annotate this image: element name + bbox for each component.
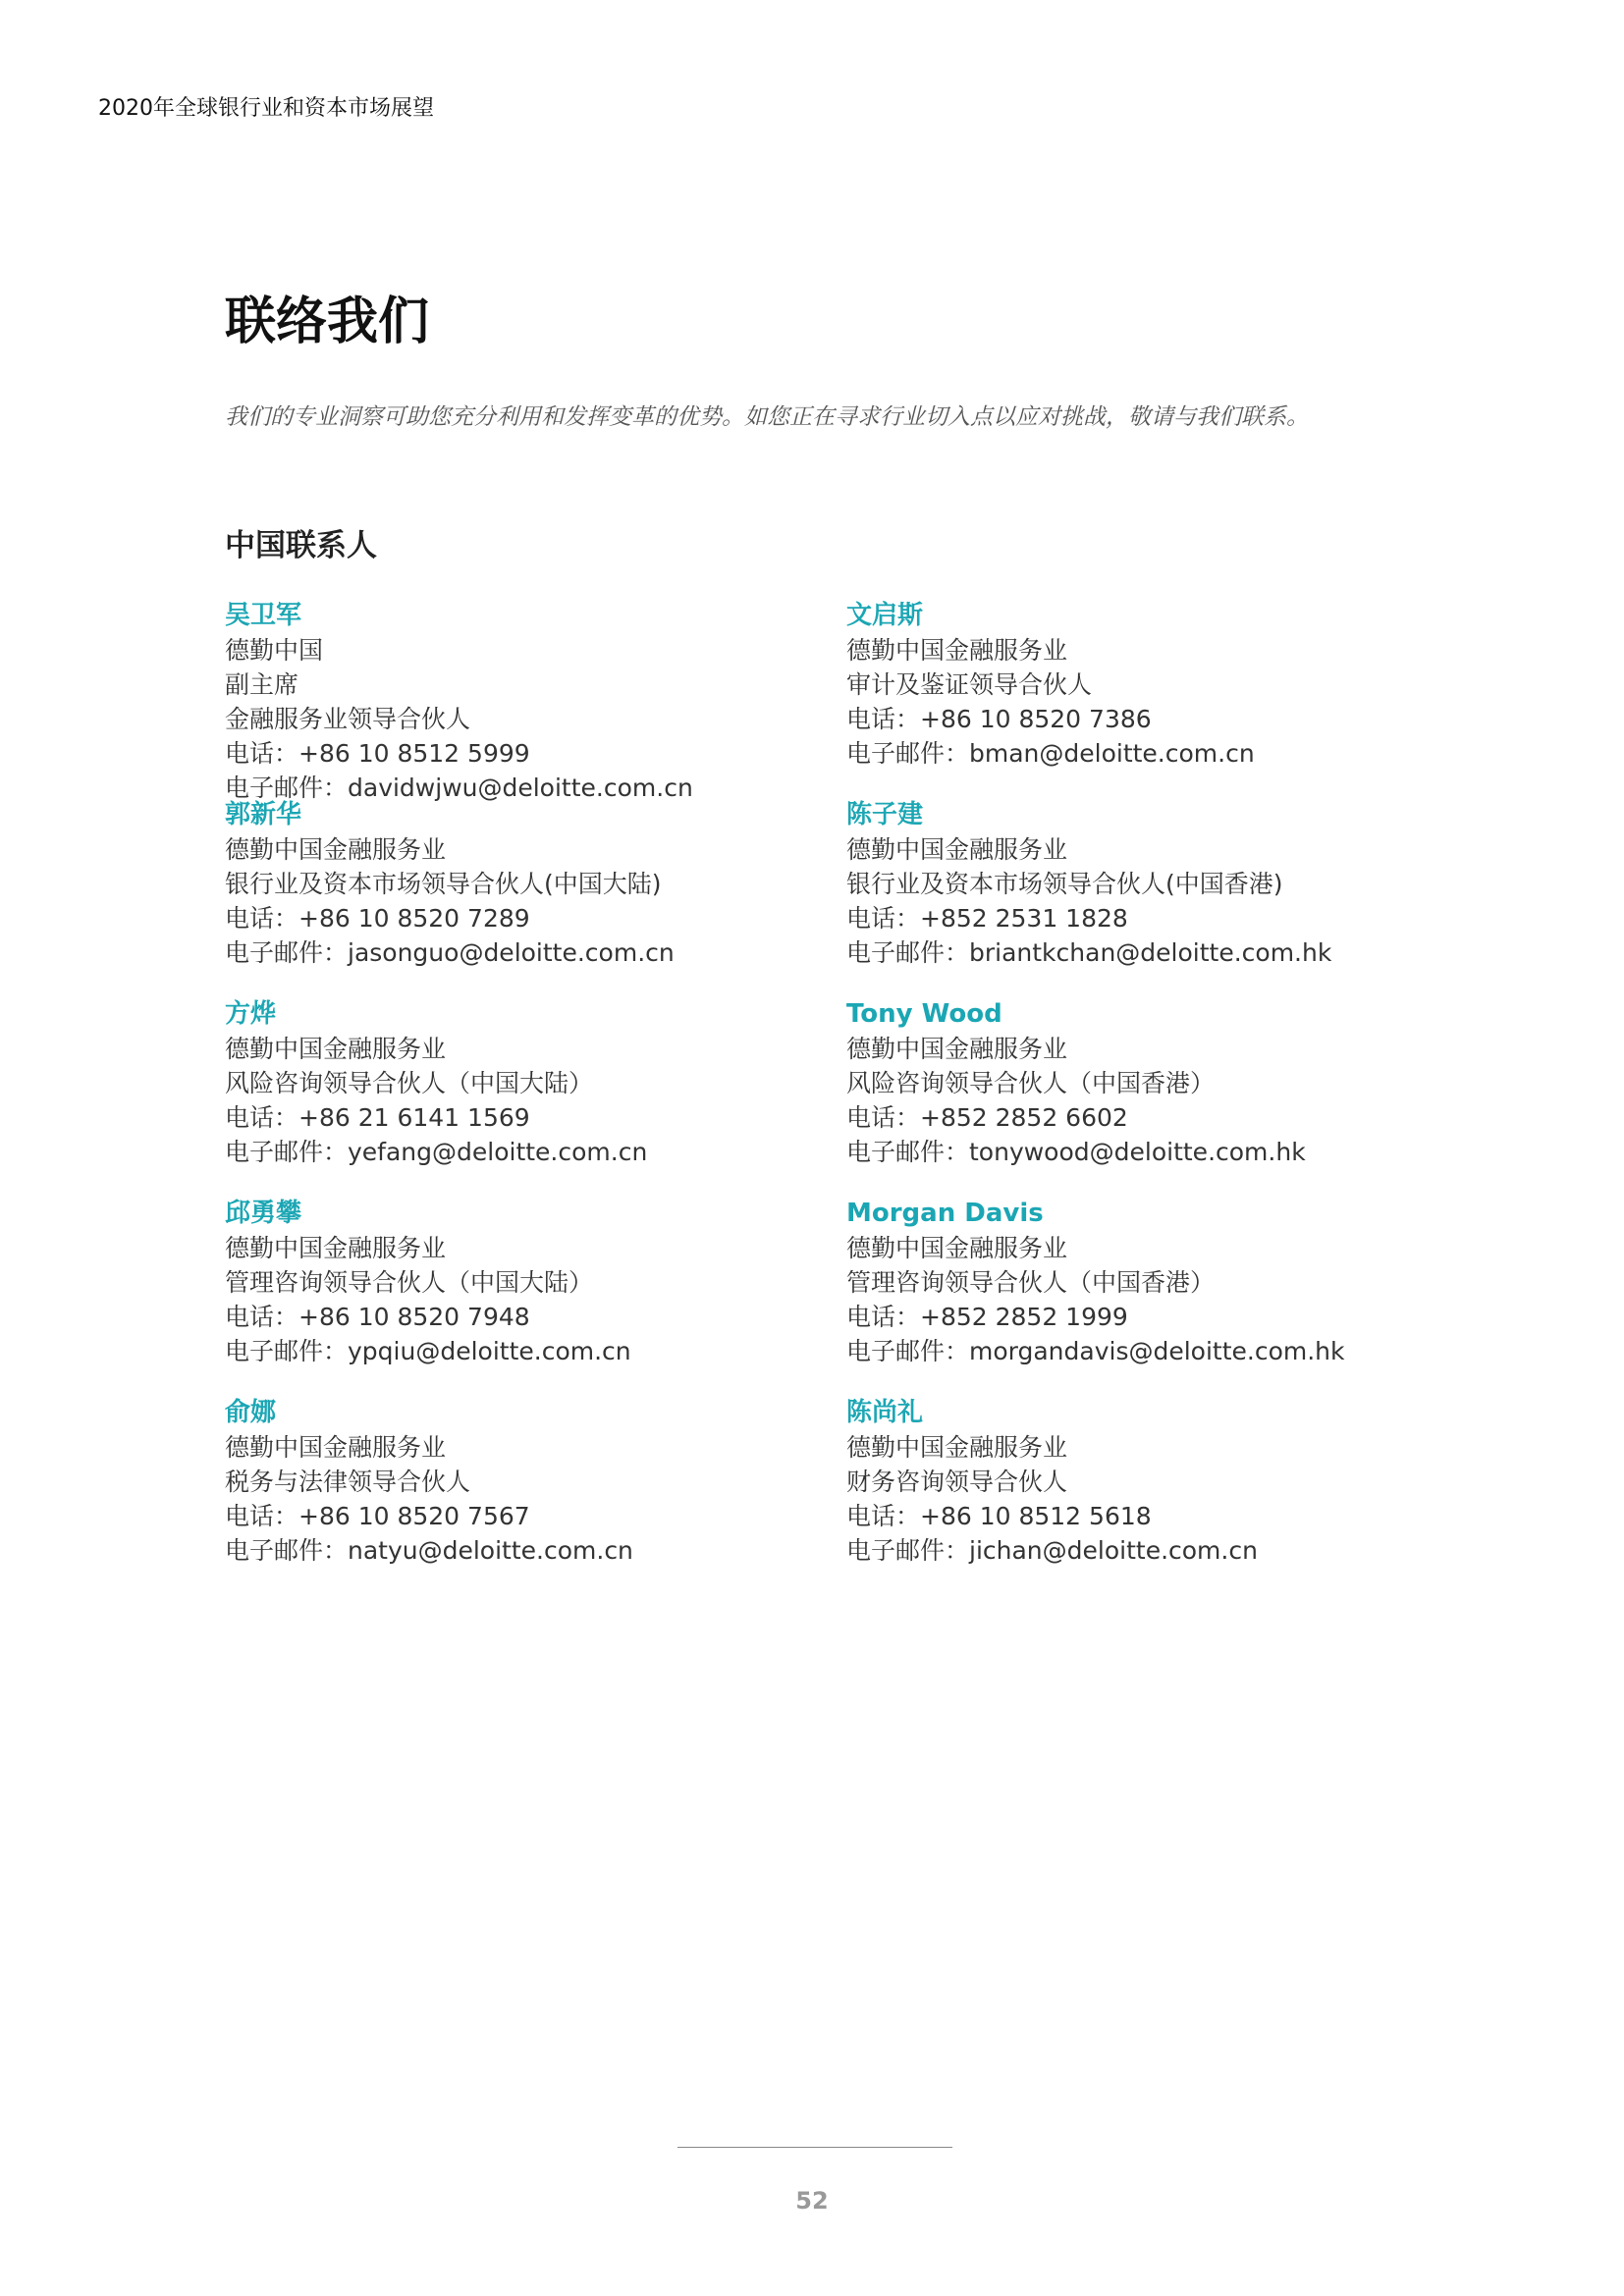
contact-organization: 德勤中国金融服务业 — [846, 1433, 1068, 1462]
contact-name: Tony Wood — [846, 999, 1002, 1029]
contact-role: 财务咨询领导合伙人 — [846, 1468, 1068, 1496]
contact-card — [225, 997, 846, 1197]
footer-divider — [677, 2147, 952, 2148]
contact-email[interactable]: 电子邮件：yefang@deloitte.com.cn — [225, 1138, 648, 1166]
contact-card — [846, 798, 1403, 997]
contact-phone: 电话：+852 2852 6602 — [846, 1103, 1128, 1132]
running-header: 2020年全球银行业和资本市场展望 — [98, 96, 434, 121]
contact-phone: 电话：+86 10 8512 5999 — [225, 739, 530, 768]
contact-role: 风险咨询领导合伙人（中国香港） — [846, 1069, 1216, 1097]
contact-name: 陈尚礼 — [846, 1398, 924, 1427]
contact-phone: 电话：+86 10 8520 7289 — [225, 904, 530, 933]
contact-organization: 德勤中国 — [225, 636, 324, 665]
contact-grid — [225, 599, 1403, 1595]
contact-card — [846, 599, 1403, 798]
contact-role: 税务与法律领导合伙人 — [225, 1468, 471, 1496]
contact-role: 审计及鉴证领导合伙人 — [846, 670, 1093, 699]
contact-card — [225, 1396, 846, 1595]
contact-role: 风险咨询领导合伙人（中国大陆） — [225, 1069, 594, 1097]
contact-card — [846, 1197, 1403, 1396]
contact-email[interactable]: 电子邮件：jasonguo@deloitte.com.cn — [225, 938, 675, 967]
contact-email[interactable]: 电子邮件：briantkchan@deloitte.com.hk — [846, 938, 1332, 967]
contact-phone: 电话：+86 10 8520 7567 — [225, 1502, 530, 1530]
contact-email[interactable]: 电子邮件：morgandavis@deloitte.com.hk — [846, 1337, 1345, 1365]
contact-email[interactable]: 电子邮件：natyu@deloitte.com.cn — [225, 1536, 633, 1565]
contact-name: 文启斯 — [846, 601, 924, 630]
contact-phone: 电话：+86 10 8520 7948 — [225, 1303, 530, 1331]
contact-organization: 德勤中国金融服务业 — [225, 835, 447, 864]
contact-name: 方烨 — [225, 999, 277, 1029]
contact-role: 副主席 — [225, 670, 299, 699]
contact-phone: 电话：+86 10 8520 7386 — [846, 705, 1152, 733]
contact-email[interactable]: 电子邮件：jichan@deloitte.com.cn — [846, 1536, 1258, 1565]
contact-name: 吴卫军 — [225, 601, 302, 630]
contact-organization: 德勤中国金融服务业 — [846, 636, 1068, 665]
intro-paragraph: 我们的专业洞察可助您充分利用和发挥变革的优势。如您正在寻求行业切入点以应对挑战，敬请与我们联系。 — [225, 404, 1309, 430]
section-title: 中国联系人 — [225, 528, 377, 563]
contact-organization: 德勤中国金融服务业 — [225, 1433, 447, 1462]
contact-phone: 电话：+852 2531 1828 — [846, 904, 1128, 933]
contact-phone: 电话：+86 10 8512 5618 — [846, 1502, 1152, 1530]
contact-name: 陈子建 — [846, 800, 924, 829]
contact-role: 管理咨询领导合伙人（中国大陆） — [225, 1268, 594, 1297]
page-number: 52 — [795, 2187, 829, 2215]
contact-card — [846, 1396, 1403, 1595]
contact-email[interactable]: 电子邮件：davidwjwu@deloitte.com.cn — [225, 774, 693, 802]
page-title: 联络我们 — [225, 293, 430, 351]
contact-card — [225, 798, 846, 997]
contact-organization: 德勤中国金融服务业 — [225, 1234, 447, 1262]
contact-name: 俞娜 — [225, 1398, 277, 1427]
contact-phone: 电话：+86 21 6141 1569 — [225, 1103, 530, 1132]
contact-email[interactable]: 电子邮件：bman@deloitte.com.cn — [846, 739, 1255, 768]
contact-phone: 电话：+852 2852 1999 — [846, 1303, 1128, 1331]
contact-organization: 德勤中国金融服务业 — [846, 1234, 1068, 1262]
contact-email[interactable]: 电子邮件：ypqiu@deloitte.com.cn — [225, 1337, 631, 1365]
contact-role: 金融服务业领导合伙人 — [225, 705, 471, 733]
contact-card — [846, 997, 1403, 1197]
contact-card — [225, 1197, 846, 1396]
contact-role: 管理咨询领导合伙人（中国香港） — [846, 1268, 1216, 1297]
contact-organization: 德勤中国金融服务业 — [846, 1035, 1068, 1063]
contact-name: 郭新华 — [225, 800, 302, 829]
contact-organization: 德勤中国金融服务业 — [225, 1035, 447, 1063]
contact-role: 银行业及资本市场领导合伙人(中国大陆) — [225, 870, 662, 898]
contact-name: 邱勇攀 — [225, 1199, 302, 1228]
contact-organization: 德勤中国金融服务业 — [846, 835, 1068, 864]
contact-card — [225, 599, 846, 802]
contact-role: 银行业及资本市场领导合伙人(中国香港) — [846, 870, 1283, 898]
contact-email[interactable]: 电子邮件：tonywood@deloitte.com.hk — [846, 1138, 1306, 1166]
contact-name: Morgan Davis — [846, 1199, 1044, 1228]
